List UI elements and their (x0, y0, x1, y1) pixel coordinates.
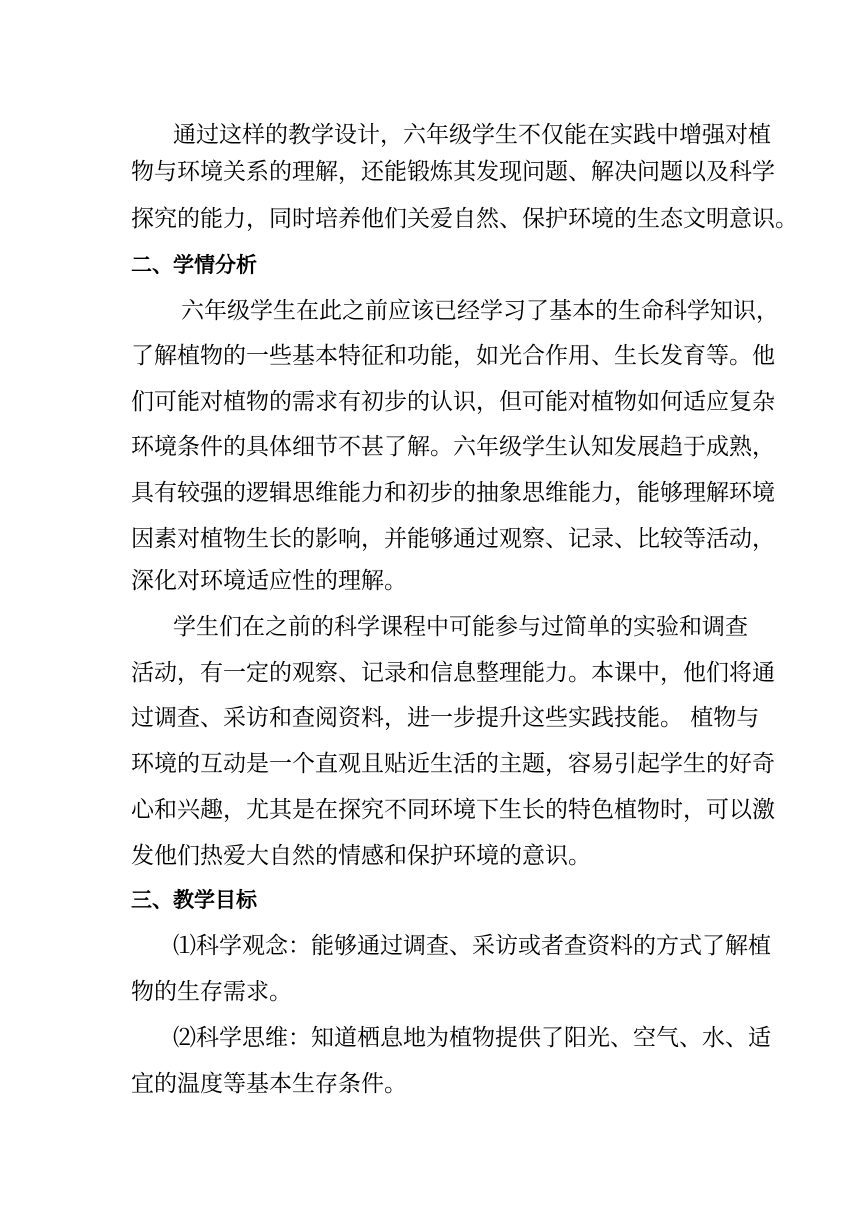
objective-line (0, 972, 860, 1012)
paragraph-text: 过调查、采访和查阅资料，进一步提升这些实践技能。 植物与 (131, 705, 760, 731)
paragraph-text: 通过这样的教学设计，六年级学生不仅能在实践中增强对植 (173, 122, 771, 148)
paragraph-line (0, 790, 860, 830)
section-heading (0, 245, 860, 285)
paragraph-text: 物与环境关系的理解，还能锻炼其发现问题、解决问题以及科学 (131, 159, 775, 185)
paragraph-line (0, 836, 860, 876)
paragraph-text: 环境的互动是一个直观且贴近生活的主题，容易引起学生的好奇 (131, 751, 775, 777)
paragraph-line (0, 115, 860, 155)
objective-text: 物的生存需求。 (131, 979, 292, 1005)
paragraph-text: 深化对环境适应性的理解。 (131, 568, 407, 594)
paragraph-line (0, 152, 860, 192)
section-heading-text: 二、学情分析 (131, 253, 257, 277)
paragraph-text: 发他们热爱大自然的情感和保护环境的意识。 (131, 843, 591, 869)
objective-line (0, 1064, 860, 1104)
objective-line (0, 1018, 860, 1058)
paragraph-line (0, 519, 860, 559)
objective-text: ⑴科学观念：能够通过调查、采访或者查资料的方式了解植 (173, 933, 771, 959)
paragraph-line (0, 427, 860, 467)
paragraph-line (0, 653, 860, 693)
paragraph-text: 心和兴趣，尤其是在探究不同环境下生长的特色植物时，可以激 (131, 797, 775, 823)
objective-text: ⑵科学思维：知道栖息地为植物提供了阳光、空气、水、适 (173, 1025, 771, 1051)
paragraph-line (0, 382, 860, 422)
paragraph-line (0, 199, 860, 239)
paragraph-text: 学生们在之前的科学课程中可能参与过简单的实验和调查 (173, 614, 748, 640)
paragraph-text: 六年级学生在此之前应该已经学习了基本的生命科学知识， (181, 298, 779, 324)
paragraph-text: 环境条件的具体细节不甚了解。六年级学生认知发展趋于成熟， (131, 434, 775, 460)
paragraph-text: 具有较强的逻辑思维能力和初步的抽象思维能力，能够理解环境 (131, 480, 775, 506)
section-heading (0, 880, 860, 920)
paragraph-line (0, 607, 860, 647)
objective-text: 宜的温度等基本生存条件。 (131, 1071, 407, 1097)
paragraph-line (0, 561, 860, 601)
paragraph-text: 因素对植物生长的影响，并能够通过观察、记录、比较等活动， (131, 526, 775, 552)
objective-line (0, 926, 860, 966)
paragraph-line (0, 336, 860, 376)
paragraph-text: 们可能对植物的需求有初步的认识，但可能对植物如何适应复杂 (131, 389, 775, 415)
paragraph-text: 了解植物的一些基本特征和功能，如光合作用、生长发育等。他 (131, 343, 775, 369)
paragraph-line (0, 291, 860, 331)
paragraph-line (0, 473, 860, 513)
paragraph-text: 活动，有一定的观察、记录和信息整理能力。本课中，他们将通 (131, 660, 775, 686)
section-heading-text: 三、教学目标 (131, 888, 257, 912)
paragraph-text: 探究的能力，同时培养他们关爱自然、保护环境的生态文明意识。 (131, 206, 798, 232)
paragraph-line (0, 744, 860, 784)
paragraph-line (0, 698, 860, 738)
